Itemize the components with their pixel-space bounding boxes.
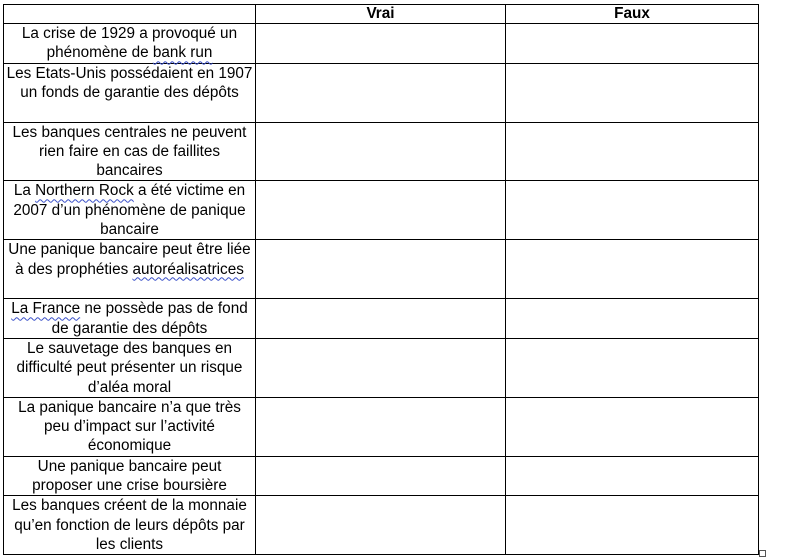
- table-resize-handle[interactable]: [759, 550, 766, 557]
- vrai-cell[interactable]: [256, 24, 506, 64]
- vrai-cell[interactable]: [256, 338, 506, 397]
- table-row: [4, 338, 759, 397]
- statement-text: Les banques centrales ne peuvent rien faire en cas de faillites bancaires: [12, 123, 247, 180]
- table-row: [4, 122, 759, 181]
- statement-text: Une panique bancaire peut proposer une crise boursière: [32, 457, 227, 495]
- statement-cell: [4, 299, 256, 339]
- faux-cell[interactable]: [506, 456, 759, 496]
- faux-cell[interactable]: [506, 63, 759, 122]
- statement-cell: [4, 456, 256, 496]
- table-row: [4, 240, 759, 299]
- faux-cell[interactable]: [506, 122, 759, 181]
- statement-cell: [4, 181, 256, 240]
- statement-text: La panique bancaire n’a que très peu d’impact sur l’activité économique: [18, 398, 241, 455]
- vrai-cell[interactable]: [256, 63, 506, 122]
- statement-cell: [4, 122, 256, 181]
- statement-text: Les banques créent de la monnaie qu’en fonction de leurs dépôts par les clients: [12, 497, 247, 554]
- statement-text: Les Etats-Unis possédaient en 1907 un fonds de garantie des dépôts: [6, 64, 253, 101]
- table-row: [4, 397, 759, 456]
- vrai-cell[interactable]: [256, 181, 506, 240]
- statement-cell: [4, 24, 256, 64]
- header-statement: [4, 5, 256, 24]
- statement-text: Une panique bancaire peut être liée à des prophéties autoréalisatrices: [8, 241, 251, 278]
- table-row: [4, 63, 759, 122]
- header-vrai: Vrai: [256, 5, 506, 24]
- table-row: [4, 181, 759, 240]
- faux-cell[interactable]: [506, 299, 759, 339]
- table-row: [4, 496, 759, 555]
- faux-cell[interactable]: [506, 181, 759, 240]
- statement-text: La France ne possède pas de fond de garantie des dépôts: [11, 300, 248, 337]
- statement-text: La crise de 1929 a provoqué un phénomène de bank run: [21, 25, 238, 62]
- faux-cell[interactable]: [506, 496, 759, 555]
- statement-cell: [4, 397, 256, 456]
- statement-cell: [4, 240, 256, 299]
- vrai-cell[interactable]: [256, 456, 506, 496]
- statement-text: La Northern Rock a été victime en 2007 d’un phénomène de panique bancaire: [13, 182, 246, 239]
- vrai-cell[interactable]: [256, 122, 506, 181]
- table-row: [4, 24, 759, 64]
- table-row: [4, 456, 759, 496]
- vrai-cell[interactable]: [256, 240, 506, 299]
- faux-cell[interactable]: [506, 240, 759, 299]
- vrai-cell[interactable]: [256, 397, 506, 456]
- statement-cell: [4, 496, 256, 555]
- header-row: [4, 5, 759, 24]
- quiz-table: [3, 4, 759, 555]
- statement-text: Le sauvetage des banques en difficulté peut présenter un risque d’aléa moral: [16, 339, 243, 396]
- faux-cell[interactable]: [506, 397, 759, 456]
- statement-cell: [4, 63, 256, 122]
- vrai-cell[interactable]: [256, 299, 506, 339]
- faux-cell[interactable]: [506, 338, 759, 397]
- statement-cell: [4, 338, 256, 397]
- header-faux: Faux: [506, 5, 759, 24]
- faux-cell[interactable]: [506, 24, 759, 64]
- vrai-cell[interactable]: [256, 496, 506, 555]
- table-row: [4, 299, 759, 339]
